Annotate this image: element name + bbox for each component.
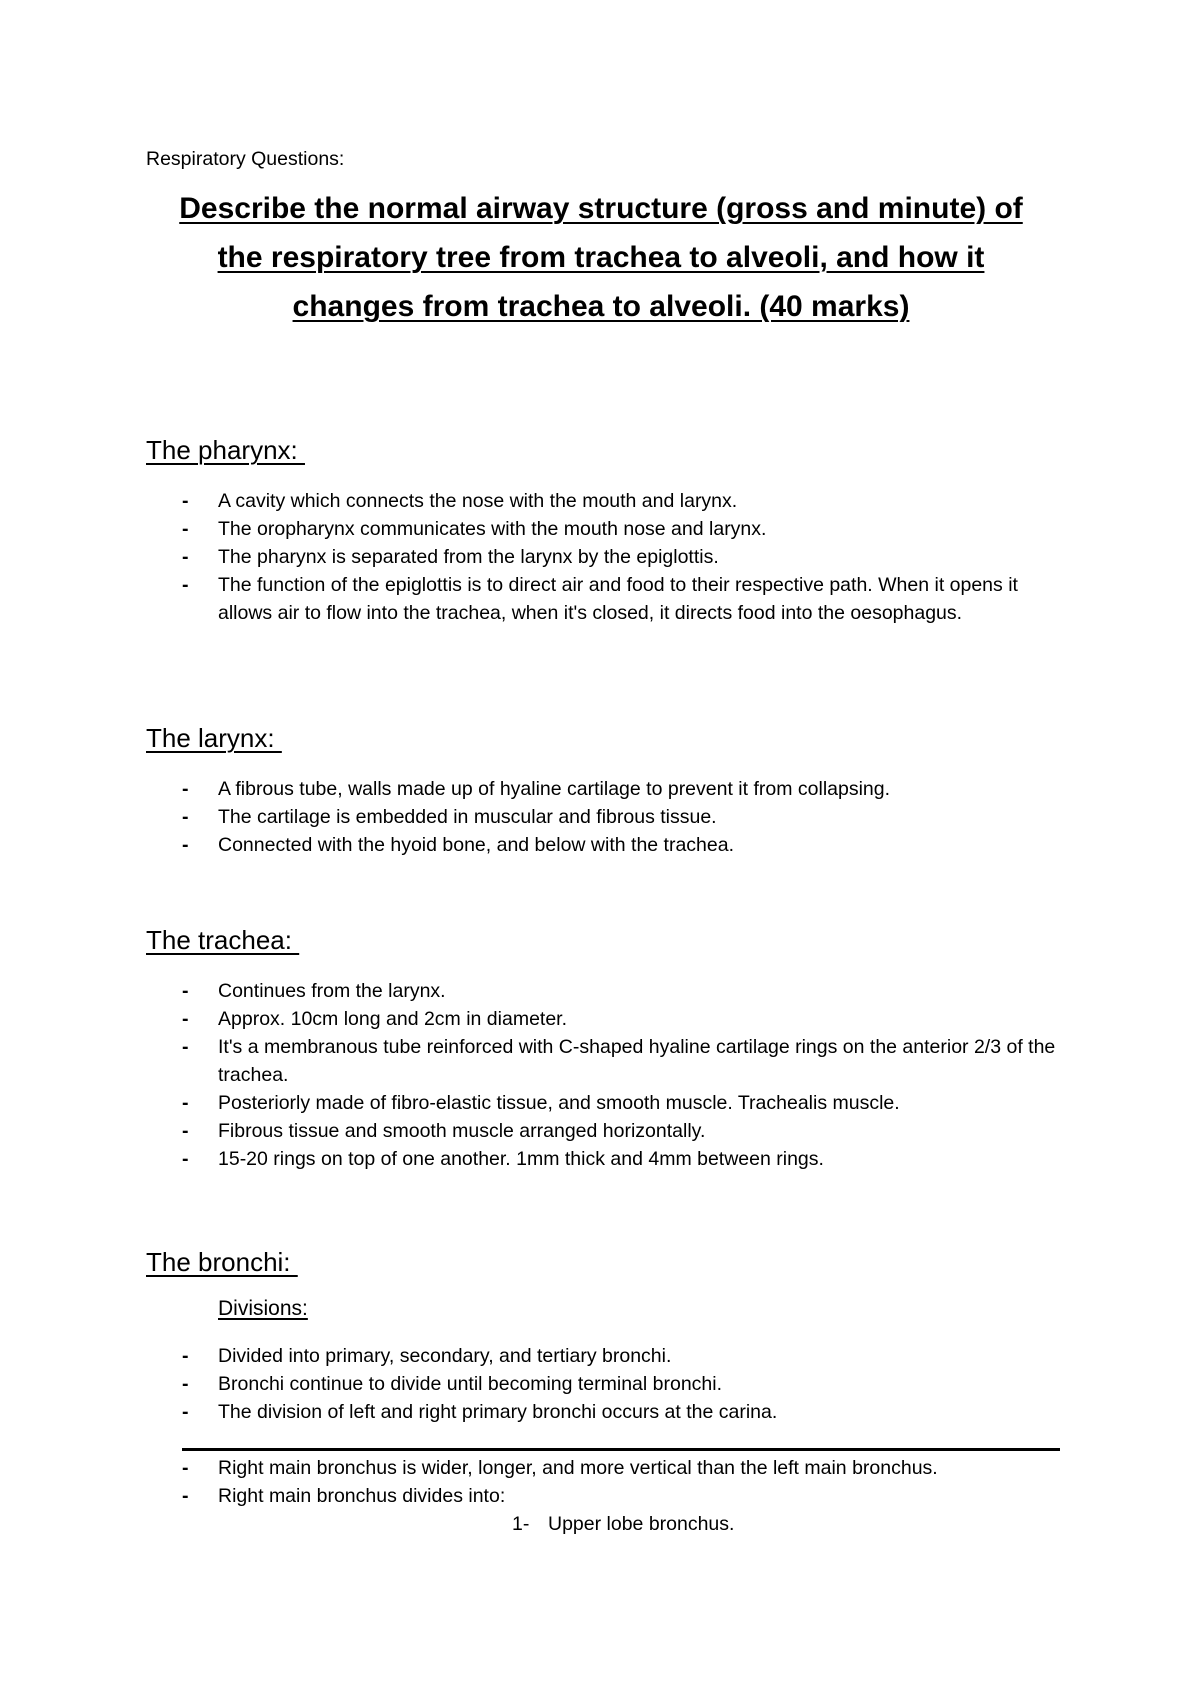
list-item-text: It's a membranous tube reinforced with C-shaped hyaline cartilage rings on the anterior 2/3 of the trachea. [218,1036,1056,1086]
list-item-text: Right main bronchus is wider, longer, and more vertical than the left main bronchus. [218,1457,938,1479]
list-item [182,1370,1062,1398]
numbered-item-text: Upper lobe bronchus. [548,1513,735,1535]
list-item-text: A fibrous tube, walls made up of hyaline cartilage to prevent it from collapsing. [218,778,891,800]
question-title-line: the respiratory tree from trachea to alveoli, and how it [217,241,985,274]
bronchi-main-list [182,1454,1062,1510]
pharynx-list [182,487,1062,627]
list-item-text: Continues from the larynx. [218,980,446,1002]
list-item-text: Posteriorly made of fibro-elastic tissue, and smooth muscle. Trachealis muscle. [218,1092,900,1114]
list-item-text: A cavity which connects the nose with the mouth and larynx. [218,490,738,512]
section-heading-pharynx: The pharynx: [146,435,305,465]
list-item [182,977,1062,1005]
bullet-dash: - [182,1120,189,1142]
question-title [146,184,1056,331]
list-item [182,1033,1062,1089]
item-number: 1- [512,1513,530,1535]
numbered-item [512,1510,734,1538]
trachea-list [182,977,1062,1173]
bronchi-divisions-list [182,1342,1062,1426]
larynx-list [182,775,1062,859]
list-item-text: Bronchi continue to divide until becoming terminal bronchi. [218,1373,723,1395]
bullet-dash: - [182,1008,189,1030]
list-item-text: Divided into primary, secondary, and tertiary bronchi. [218,1345,672,1367]
bullet-dash: - [182,778,189,800]
bullet-dash: - [182,1345,189,1367]
bullet-dash: - [182,980,189,1002]
subheading-divisions: Divisions: [218,1297,308,1320]
bullet-dash: - [182,1401,189,1423]
bullet-dash: - [182,574,189,596]
list-item [182,1482,1062,1510]
bullet-dash: - [182,834,189,856]
bullet-dash: - [182,1457,189,1479]
list-item [182,515,1062,543]
list-item-text: The cartilage is embedded in muscular and fibrous tissue. [218,806,717,828]
section-heading-trachea: The trachea: [146,925,300,955]
bullet-dash: - [182,518,189,540]
bullet-dash: - [182,1148,189,1170]
list-item-text: The division of left and right primary bronchi occurs at the carina. [218,1401,778,1423]
list-item [182,487,1062,515]
list-item-text: The pharynx is separated from the larynx by the epiglottis. [218,546,719,568]
list-item [182,831,1062,859]
list-item-text: Connected with the hyoid bone, and below with the trachea. [218,834,735,856]
bullet-dash: - [182,1092,189,1114]
list-item-text: The oropharynx communicates with the mouth nose and larynx. [218,518,767,540]
bullet-dash: - [182,806,189,828]
question-title-line: changes from trachea to alveoli. (40 marks) [292,290,910,323]
bullet-dash: - [182,1373,189,1395]
list-item [182,1005,1062,1033]
list-item [182,543,1062,571]
list-item [182,1117,1062,1145]
bullet-dash: - [182,546,189,568]
list-item-text: Approx. 10cm long and 2cm in diameter. [218,1008,568,1030]
list-item [182,1342,1062,1370]
list-item-text: The function of the epiglottis is to direct air and food to their respective path. When it opens it allows air to flow into the trachea, when it's closed, it directs food into the oesophagus. [218,574,1018,624]
list-item [182,803,1062,831]
list-item-text: Fibrous tissue and smooth muscle arranged horizontally. [218,1120,706,1142]
list-item-text: Right main bronchus divides into: [218,1485,506,1507]
horizontal-rule [182,1448,1060,1451]
bullet-dash: - [182,1485,189,1507]
list-item [182,1089,1062,1117]
question-title-line: Describe the normal airway structure (gross and minute) of [179,192,1023,225]
bullet-dash: - [182,490,189,512]
list-item [182,775,1062,803]
list-item [182,571,1062,627]
section-heading-larynx: The larynx: [146,723,282,753]
document-label: Respiratory Questions: [146,148,345,170]
list-item [182,1145,1062,1173]
section-heading-bronchi: The bronchi: [146,1247,298,1277]
list-item [182,1454,1062,1482]
bullet-dash: - [182,1036,189,1058]
list-item [182,1398,1062,1426]
list-item-text: 15-20 rings on top of one another. 1mm thick and 4mm between rings. [218,1148,824,1170]
